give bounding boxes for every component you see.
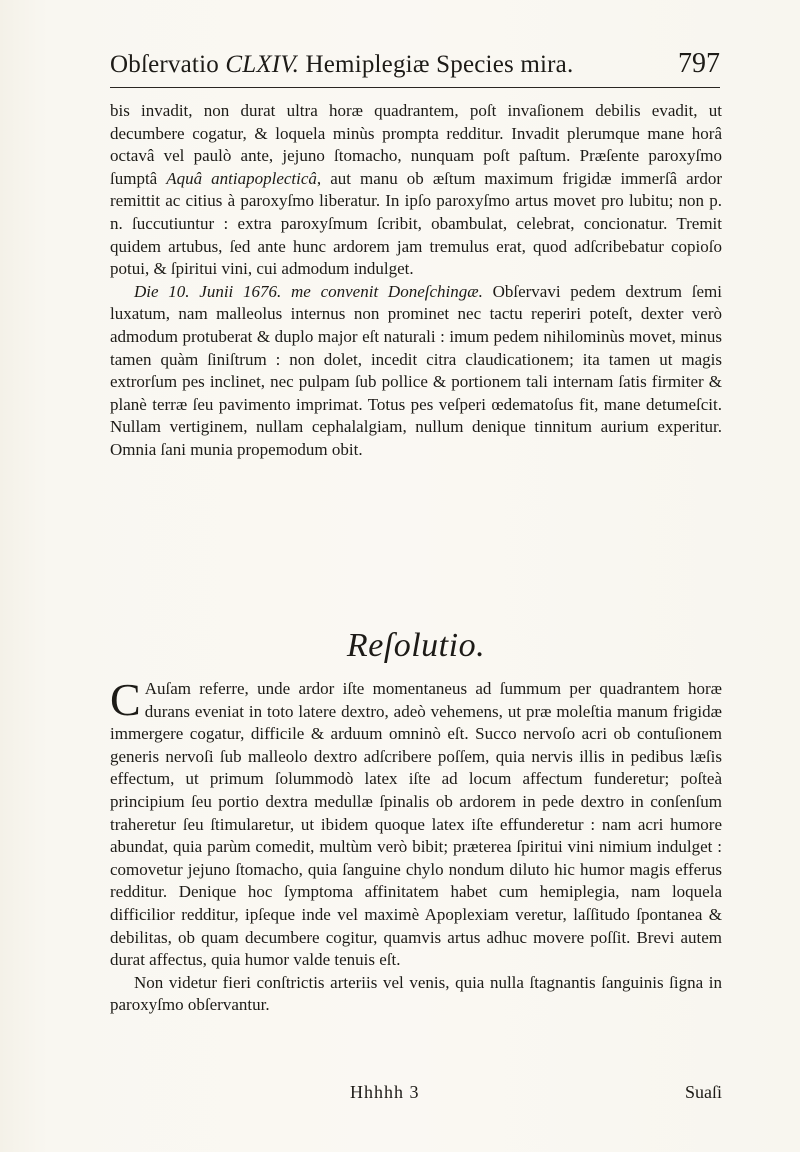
signature-mark: Hhhhh 3 bbox=[350, 1082, 420, 1102]
observation-number: CLXIV. bbox=[225, 51, 300, 78]
resolution-text: Auſam referre, unde ardor iſte momentaneus ad ſummum per quadrantem horæ durans eveniat in toto latere dextro, adeò vehemens, ut præ moleſtia manum frigidæ immergere cogatur, difficile & arduum omninò eſt. Succo nervoſo acri ob contuſionem generis nervoſi ſub malleolo dextro adſcribere poſſem, quia nervis illis in pedibus læſis effectum, ut primum ſolummodò latex iſte ad locum affectum funderetur; poſteà principium ſeu portio dextra medullæ ſpinalis ob ardorem in pede dextro in conſenſum traheretur ſeu ſtimularetur, ut ibidem quoque latex iſte effunderetur : nam acri humore abundat, quia parùm comedit, multùm verò bibit; præterea ſpiritui vini nimium indulget : comovetur jejuno ſtomacho, quia ſanguine chylo nondum diluto hic humor magis efferus redditur. Denique hoc ſymptoma affinitatem habet cum hemiplegia, nam loquela difficilior redditur, ipſeque inde vel maximè Apoplexiam veretur, laſſitudo ſpontanea & debilitas, ob quam decumbere cogitur, quamvis artus adhuc movere poſſit. Brevi autem durat affectus, quia humor valde tenuis eſt. bbox=[110, 679, 722, 970]
page-footer bbox=[110, 1082, 722, 1108]
paragraph-1-text: bis invadit, non durat ultra horæ quadrantem, poſt invaſionem debilis evadit, ut decumbere cogatur, & loquela minùs prompta redditur. Invadit plerumque mane horâ octavâ vel paulò ante, jejuno ſtomacho, nunquam poſt paſtum. Præſente paroxyſmo ſumptâ bbox=[110, 101, 722, 188]
title-suffix: Hemiplegiæ Species mira. bbox=[299, 51, 574, 78]
resolution-paragraph bbox=[110, 674, 722, 972]
title-prefix: Obſervatio bbox=[110, 51, 226, 78]
paragraph-1-rest: , aut manu ob æſtum maximum frigidæ immerſâ ardor remittit ac citius à paroxyſmo liberatur. In ipſo paroxyſmo artus movet pro lubitu; non p. n. ſuccutiuntur : extra paroxyſmum ſcribit, obambulat, celebrat, concionatur. Tremit quidem artubus, ſed ante hunc ardorem jam tremulus erat, quod adſcribebatur copioſo potui, & ſpiritui vini, cui admodum indulget. bbox=[110, 168, 722, 279]
observation-date: Die 10. Junii 1676. me convenit Doneſchingæ. bbox=[134, 281, 483, 301]
resolution-section bbox=[110, 674, 722, 1017]
body-text bbox=[110, 100, 722, 462]
running-title bbox=[110, 51, 573, 79]
page-number: 797 bbox=[678, 48, 720, 79]
paragraph-observation-date bbox=[110, 281, 722, 462]
section-heading: Reſolutio. bbox=[346, 627, 486, 664]
paragraph-2-text: Obſervavi pedem dextrum ſemi luxatum, nam malleolus internus non prominet nec tactu reperiri poteſt, dexter verò admodum protuberat & duplo major eſt naturali : imum pedem nihilominùs movet, minus tamen quàm ſiniſtrum : non dolet, incedit citra claudicationem; ita tamen ut magis extrorſum pes inclinet, nec pulpam ſub pollice & portionem tali internam ſatis firmiter & planè terræ ſeu pavimento imprimat. Totus pes veſperi œdematoſus fit, mane detumeſcit. Nullam vertiginem, nullam cephalalgiam, nullum denique tinnitum aurium experitur. Omnia ſani munia propemodum obit. bbox=[110, 281, 722, 459]
catchword: Suaſi bbox=[684, 1082, 722, 1102]
running-header bbox=[110, 48, 720, 88]
final-paragraph: Non videtur fieri conſtrictis arteriis vel venis, quia nulla ſtagnantis ſanguinis ſigna in paroxyſmo obſervantur. bbox=[110, 972, 722, 1015]
drop-cap: C bbox=[110, 674, 141, 725]
paragraph-continuation bbox=[110, 100, 722, 281]
paragraph-1-italic: Aquâ antiapoplecticâ bbox=[166, 168, 317, 188]
